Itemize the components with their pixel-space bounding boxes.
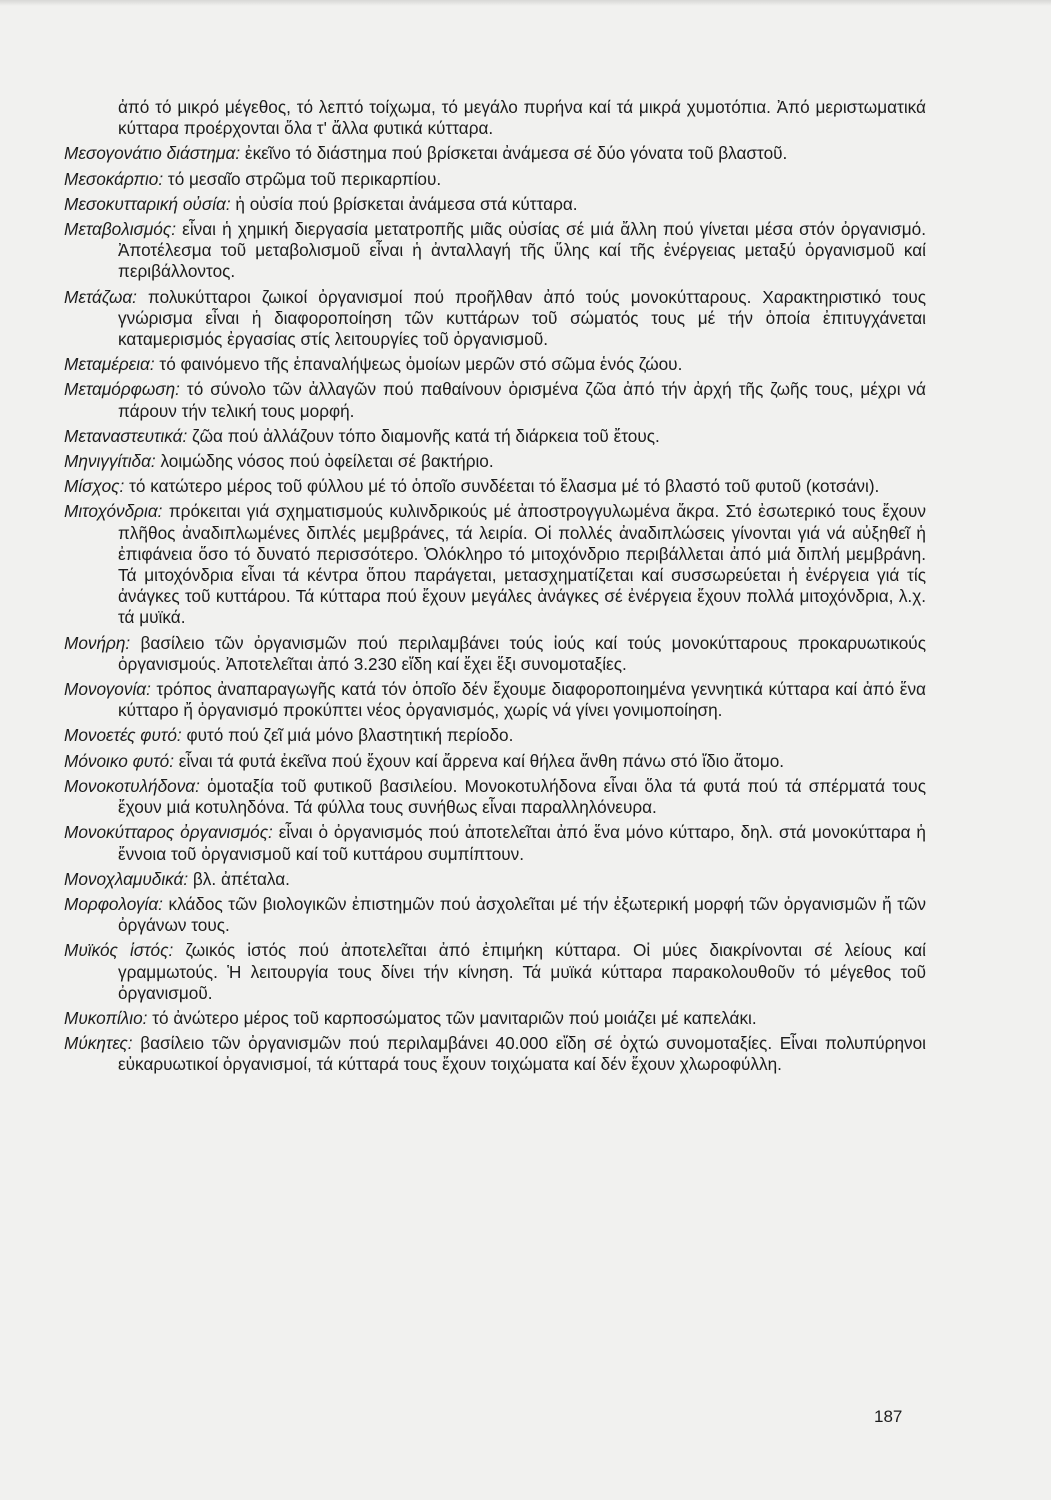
glossary-entry bbox=[64, 287, 926, 351]
entry-definition: ὁμοταξία τοῦ φυτικοῦ βασιλείου. Μονοκοτυλήδονα εἶναι ὅλα τά φυτά πού τά σπέρματά τους ἔχουν μιά κοτυληδόνα. Τά φύλλα τους συνήθως εἶναι παραλληλόνευρα. bbox=[118, 775, 926, 818]
entry-term: Μονήρη: bbox=[64, 632, 131, 653]
glossary-entry bbox=[64, 143, 926, 164]
entry-term: Μιτοχόνδρια: bbox=[64, 501, 163, 522]
glossary-entry bbox=[64, 194, 926, 215]
entry-term: Μεσοκάρπιο: bbox=[64, 168, 164, 189]
entry-definition: τό μεσαῖο στρῶμα τοῦ περικαρπίου. bbox=[167, 168, 442, 189]
glossary-entry bbox=[64, 869, 926, 890]
glossary-entry bbox=[64, 501, 926, 628]
entry-definition: εἶναι ἡ χημική διεργασία μετατροπῆς μιᾶς οὐσίας σέ μιά ἄλλη πού γίνεται μέσα στόν ὀργανισμό. Ἀποτέλεσμα τοῦ μεταβολισμοῦ εἶναι ἡ ἀνταλλαγή τῆς ὕλης καί τῆς ἐνέργειας μεταξύ ὀργανισμοῦ καί περιβάλλοντος. bbox=[118, 219, 926, 282]
entry-definition: τό σύνολο τῶν ἀλλαγῶν πού παθαίνουν ὁρισμένα ζῶα ἀπό τήν ἀρχή τῆς ζωῆς τους, μέχρι νά πάρουν τήν τελική τους μορφή. bbox=[118, 379, 926, 421]
entry-definition: βλ. ἀπέταλα. bbox=[192, 868, 290, 889]
entry-definition: κλάδος τῶν βιολογικῶν ἐπιστημῶν πού ἀσχολεῖται μέ τήν ἐξωτερική μορφή τῶν ὀργανισμῶν ἤ τῶν ὀργάνων τους. bbox=[118, 893, 926, 936]
entry-definition: τό φαινόμενο τῆς ἐπαναλήψεως ὁμοίων μερῶν στό σῶμα ἑνός ζώου. bbox=[159, 354, 683, 375]
entry-definition: ἡ οὐσία πού βρίσκεται ἀνάμεσα στά κύτταρα. bbox=[235, 193, 578, 214]
entry-term: Μεταμέρεια: bbox=[64, 354, 155, 375]
glossary-entry bbox=[64, 476, 926, 497]
entry-term: Μεταναστευτικά: bbox=[64, 425, 188, 446]
entry-definition: τό ἀνώτερο μέρος τοῦ καρποσώματος τῶν μανιταριῶν πού μοιάζει μέ καπελάκι. bbox=[152, 1007, 757, 1028]
glossary-entry bbox=[64, 894, 926, 936]
entry-term: Μονοκοτυλήδονα: bbox=[64, 775, 200, 796]
entry-term: Μυϊκός ἱστός: bbox=[64, 940, 174, 961]
glossary-entry bbox=[64, 940, 926, 1004]
entry-term: Μεταμόρφωση: bbox=[64, 379, 180, 400]
glossary-entry bbox=[64, 725, 926, 746]
entry-term: Μύκητες: bbox=[64, 1033, 133, 1054]
entry-term: Μονοκύτταρος ὀργανισμός: bbox=[64, 822, 273, 843]
entry-term: Μηνιγγίτιδα: bbox=[64, 451, 156, 472]
page-top-shadow bbox=[0, 0, 1051, 6]
entry-definition: βασίλειο τῶν ὀργανισμῶν πού περιλαμβάνει 40.000 εἴδη σέ ὀχτώ συνομοταξίες. Εἶναι πολυπύρηνοι εὐκαρυωτικοί ὀργανισμοί, τά κύτταρά τους ἔχουν τοιχώματα καί δέν ἔχουν χλωροφύλλη. bbox=[118, 1033, 926, 1075]
glossary-entry bbox=[64, 426, 926, 447]
entry-term: Μονογονία: bbox=[64, 679, 151, 700]
glossary-entry bbox=[64, 379, 926, 421]
glossary-entry bbox=[64, 822, 926, 864]
entry-definition: εἶναι τά φυτά ἐκεῖνα πού ἔχουν καί ἄρρενα καί θήλεα ἄνθη πάνω στό ἴδιο ἄτομο. bbox=[178, 750, 785, 771]
entry-term: Μεταβολισμός: bbox=[64, 219, 176, 240]
glossary-entries bbox=[64, 143, 926, 1075]
entry-term: Μεσογονάτιο διάστημα: bbox=[64, 143, 241, 164]
entry-definition: τό κατώτερο μέρος τοῦ φύλλου μέ τό ὁποῖο συνδέεται τό ἔλασμα μέ τό βλαστό τοῦ φυτοῦ (κοτσάνι). bbox=[129, 476, 880, 497]
page-number: 187 bbox=[874, 1407, 903, 1426]
entry-definition: βασίλειο τῶν ὀργανισμῶν πού περιλαμβάνει τούς ἰούς καί τούς μονοκύτταρους προκαρυωτικούς ὀργανισμούς. Ἀποτελεῖται ἀπό 3.230 εἴδη καί ἔχει ἕξι συνομοταξίες. bbox=[118, 632, 926, 674]
entry-definition: πολυκύτταροι ζωικοί ὀργανισμοί πού προῆλθαν ἀπό τούς μονοκύτταρους. Χαρακτηριστικό τους γνώρισμα εἶναι ἡ διαφοροποίηση τῶν κυττάρων τοῦ σώματός τους μέ τήν ὁποία ἐπιτυγχάνεται καταμερισμός ἐργασίας στίς λειτουργίες τοῦ ὀργανισμοῦ. bbox=[118, 286, 927, 350]
glossary-entry bbox=[64, 633, 926, 675]
entry-definition: ζῶα πού ἀλλάζουν τόπο διαμονῆς κατά τή διάρκεια τοῦ ἔτους. bbox=[192, 425, 660, 446]
glossary-entry bbox=[64, 776, 926, 818]
entry-term: Μυκοπίλιο: bbox=[64, 1007, 148, 1028]
entry-term: Μονοετές φυτό: bbox=[64, 725, 182, 746]
glossary-entry bbox=[64, 679, 926, 721]
entry-definition: φυτό πού ζεῖ μιά μόνο βλαστητική περίοδο. bbox=[186, 725, 514, 746]
glossary-entry bbox=[64, 1033, 926, 1075]
entry-definition: πρόκειται γιά σχηματισμούς κυλινδρικούς μέ ἀποστρογγυλωμένα ἄκρα. Στό ἐσωτερικό τους ἔχουν πλῆθος ἀναδιπλωμένες διπλές μεμβράνες, τά λειρία. Οἱ πολλές ἀναδιπλώσεις γίνονται γιά νά αὐξηθεῖ ἡ ἐπιφάνεια ὅσο τό δυνατό περισσότερο. Ὁλόκληρο τό μιτοχόνδριο περιβάλλεται ἀπό μιά διπλή μεμβράνη. Τά μιτοχόνδρια εἶναι τά κέντρα ὅπου παράγεται, μετασχηματίζεται καί συσσωρεύεται ἡ ἐνέργεια γιά τίς ἀνάγκες τοῦ κυττάρου. Τά κύτταρα πού ἔχουν μεγάλες ἀνάγκες σέ ἐνέργεια ἔχουν πολλά μιτοχόνδρια, λ.χ. τά μυϊκά. bbox=[118, 501, 926, 628]
entry-term: Μόνοικο φυτό: bbox=[64, 750, 174, 771]
entry-definition: τρόπος ἀναπαραγωγῆς κατά τόν ὁποῖο δέν ἔχουμε διαφοροποιημένα γεννητικά κύτταρα καί ἀπό ἕνα κύτταρο ἤ ὀργανισμό προκύπτει νέος ὀργανισμός, χωρίς νά γίνει γονιμοποίηση. bbox=[118, 679, 926, 721]
glossary-entry bbox=[64, 451, 926, 472]
glossary-text bbox=[64, 97, 926, 1080]
glossary-entry bbox=[64, 354, 926, 375]
entry-term: Μεσοκυτταρική οὐσία: bbox=[64, 193, 231, 214]
entry-definition: ἐκεῖνο τό διάστημα πού βρίσκεται ἀνάμεσα σέ δύο γόνατα τοῦ βλαστοῦ. bbox=[244, 143, 788, 164]
glossary-entry bbox=[64, 169, 926, 190]
entry-term: Μορφολογία: bbox=[64, 893, 163, 914]
entry-definition: ζωικός ἱστός πού ἀποτελεῖται ἀπό ἐπιμήκη κύτταρα. Οἱ μύες διακρίνονται σέ λείους καί γραμμωτούς. Ἡ λειτουργία τους δίνει τήν κίνηση. Τά μυϊκά κύτταρα παρακολουθοῦν τό μέγεθος τοῦ ὀργανισμοῦ. bbox=[118, 940, 926, 1003]
entry-term: Μετάζωα: bbox=[64, 286, 137, 307]
entry-term: Μίσχος: bbox=[64, 476, 125, 497]
entry-definition: εἶναι ὁ ὀργανισμός πού ἀποτελεῖται ἀπό ἕνα μόνο κύτταρο, δηλ. στά μονοκύτταρα ἡ ἔννοια τοῦ ὀργανισμοῦ καί τοῦ κυττάρου συμπίπτουν. bbox=[118, 822, 926, 864]
entry-definition: λοιμώδης νόσος πού ὀφείλεται σέ βακτήριο. bbox=[160, 451, 494, 472]
glossary-entry bbox=[64, 1008, 926, 1029]
continuation-paragraph: ἀπό τό μικρό μέγεθος, τό λεπτό τοίχωμα, τό μεγάλο πυρήνα καί τά μικρά χυμοτόπια. Ἀπό μεριστωματικά κύτταρα προέρχονται ὅλα τ' ἄλλα φυτικά κύτταρα. bbox=[118, 97, 926, 139]
glossary-entry bbox=[64, 219, 926, 283]
glossary-entry bbox=[64, 751, 926, 772]
entry-term: Μονοχλαμυδικά: bbox=[64, 868, 189, 889]
